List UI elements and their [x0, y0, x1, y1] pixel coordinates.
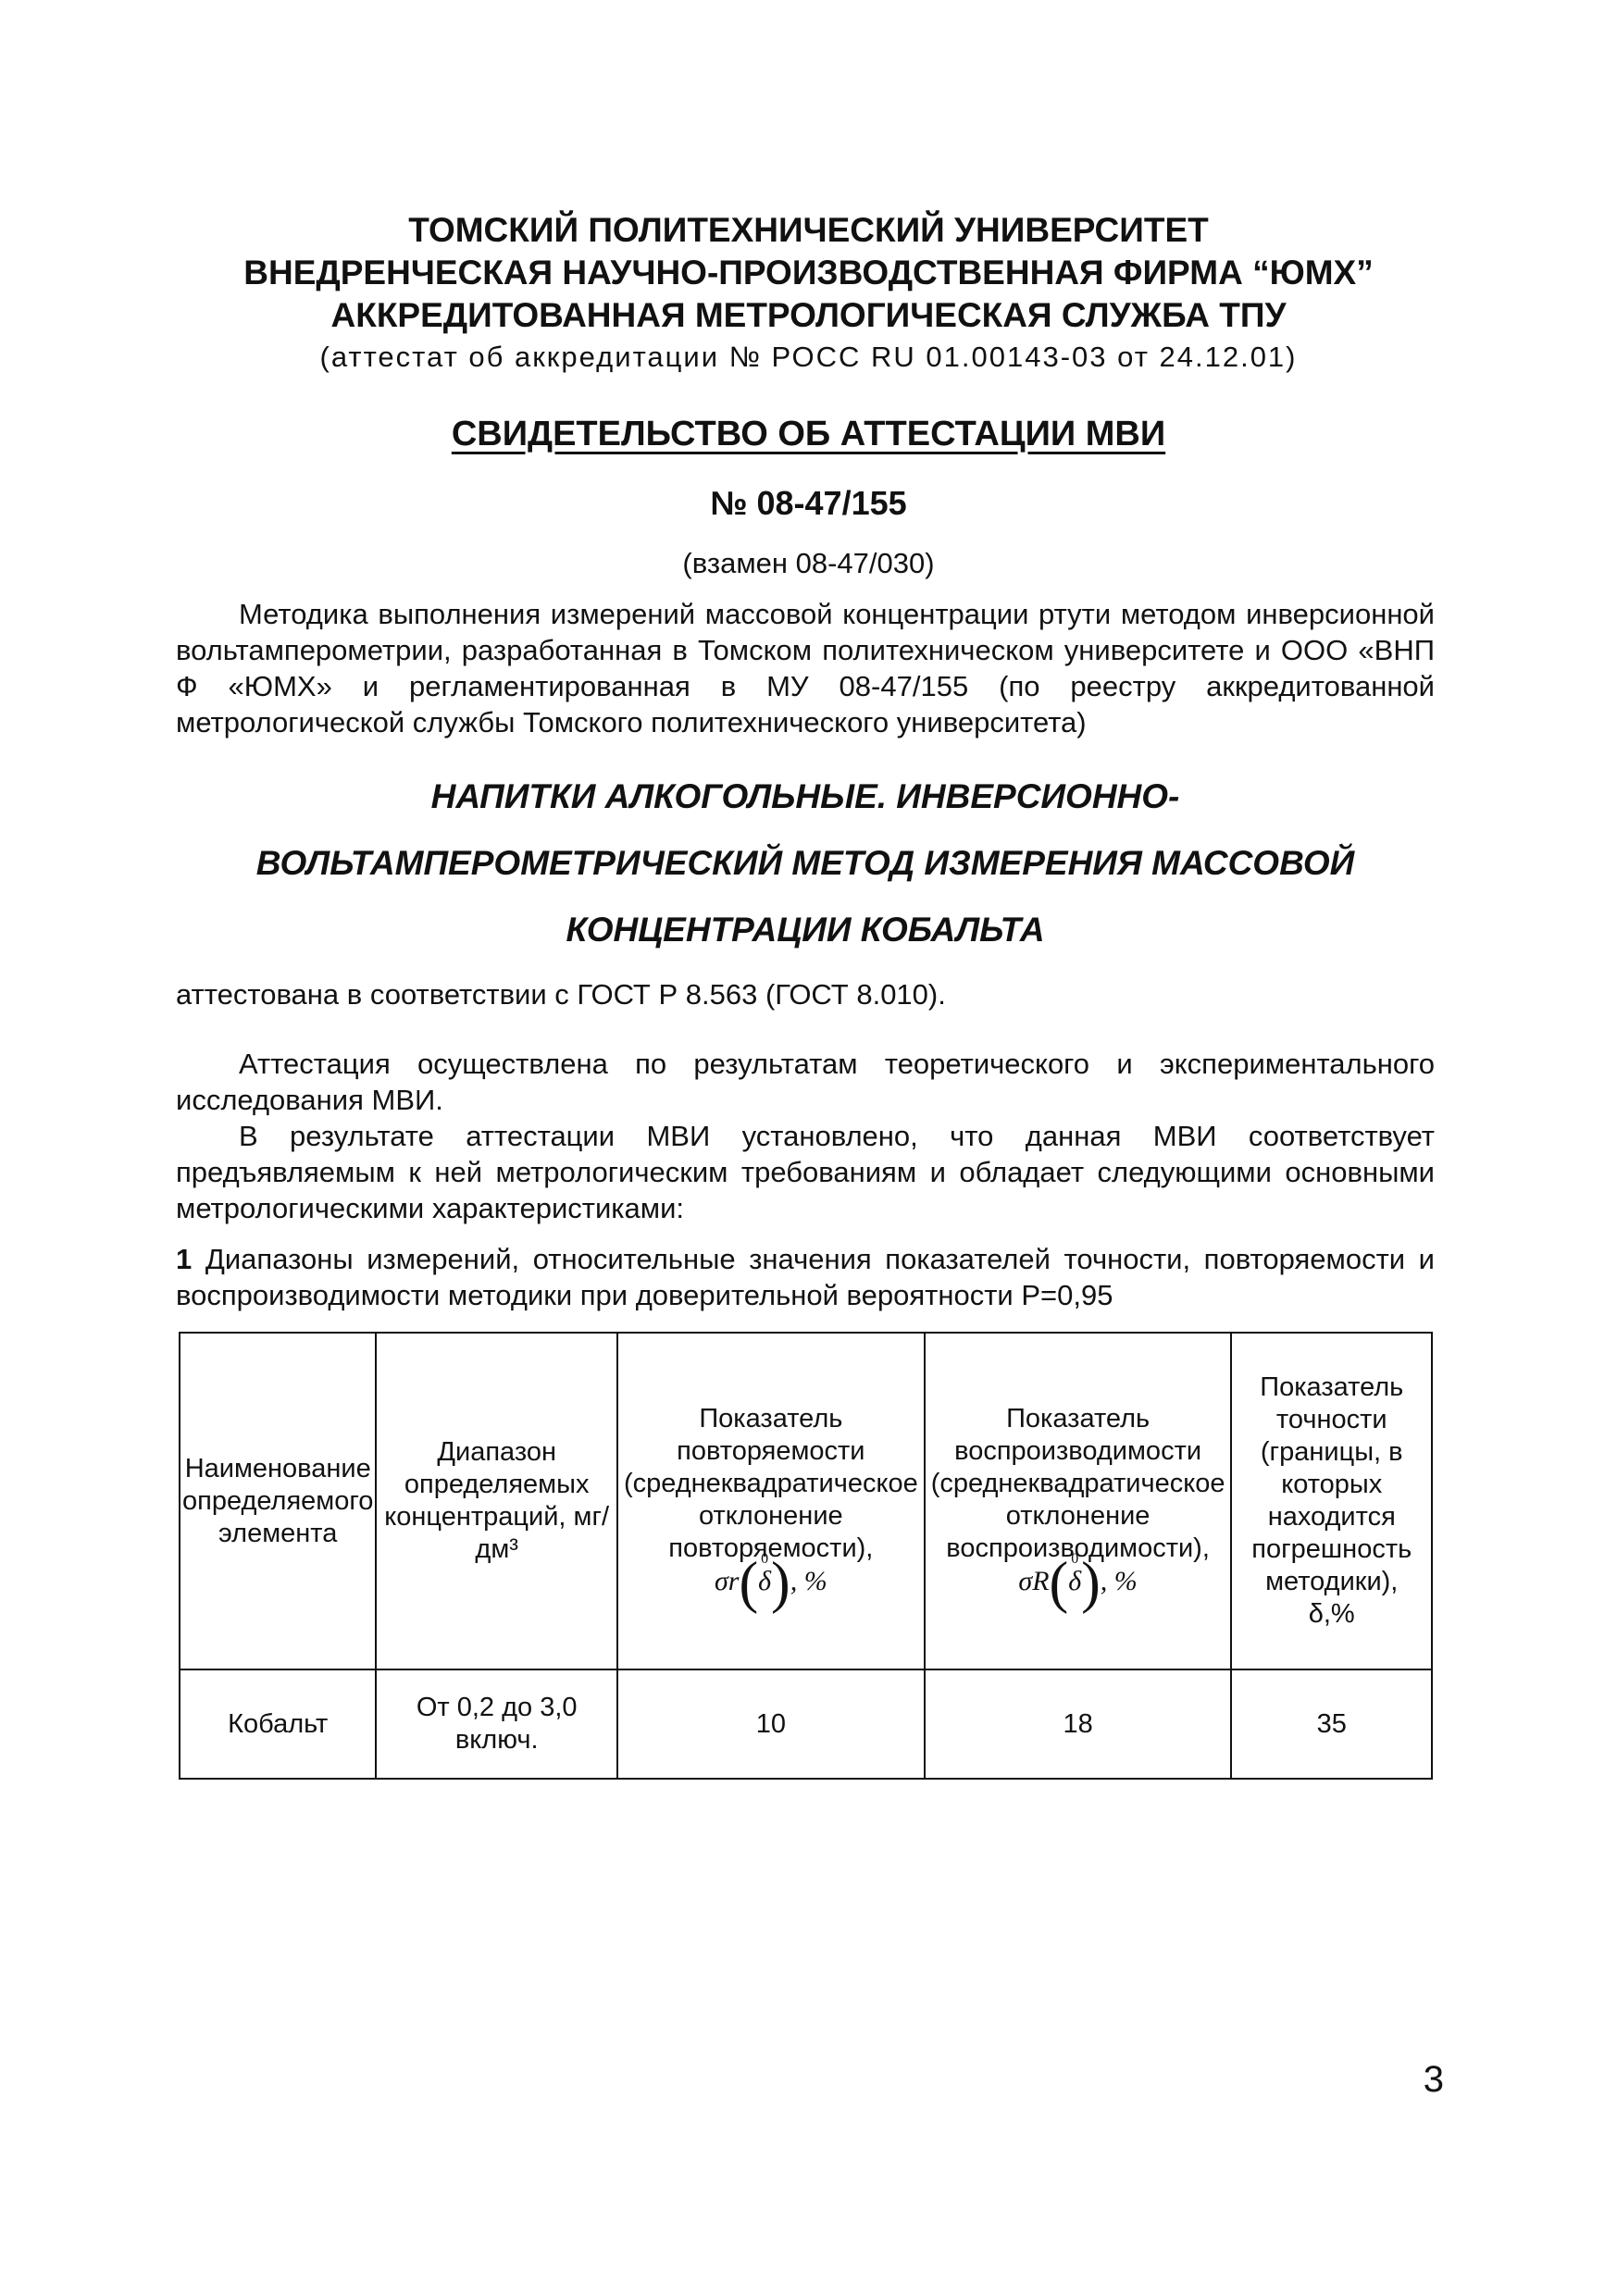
- header-repeatability: [617, 1333, 925, 1669]
- header-reproducibility-text: Показатель воспроизводимости (среднеквадратическое отклонение воспроизводимости),: [930, 1403, 1225, 1563]
- accuracy-symbol: δ,%: [1308, 1599, 1355, 1629]
- cell-range: От 0,2 до 3,0 включ.: [376, 1669, 617, 1779]
- cell-repeatability: 10: [617, 1669, 925, 1779]
- header-university: ТОМСКИЙ ПОЛИТЕХНИЧЕСКИЙ УНИВЕРСИТЕТ: [408, 211, 1209, 249]
- cell-accuracy: 35: [1231, 1669, 1432, 1779]
- cell-element: Кобальт: [180, 1669, 376, 1779]
- paragraph-attestation-basis: Аттестация осуществлена по результатам теоретического и экспериментального исследования МВИ.: [176, 1048, 1435, 1116]
- method-title-line-3: КОНЦЕНТРАЦИИ КОБАЛЬТА: [566, 911, 1045, 949]
- paragraph-attestation-result: В результате аттестации МВИ установлено, что данная МВИ соответствует предъявляемым к ней метрологическим требованиям и обладает следующими основными метрологическими характеристиками:: [176, 1120, 1435, 1224]
- table-header-row: [180, 1333, 1432, 1669]
- attested-statement: аттестована в соответствии с ГОСТ Р 8.563 (ГОСТ 8.010).: [176, 978, 946, 1011]
- table-row: [180, 1669, 1432, 1779]
- header-company: ВНЕДРЕНЧЕСКАЯ НАУЧНО-ПРОИЗВОДСТВЕННАЯ ФИРМА “ЮМХ”: [243, 254, 1374, 292]
- repeatability-formula: σr(0 δ), %: [624, 1565, 918, 1600]
- metrology-table: [179, 1332, 1433, 1780]
- certificate-replaces: (взамен 08-47/030): [682, 547, 935, 579]
- section-text: Диапазоны измерений, относительные значения показателей точности, повторяемости и воспроизводимости методики при доверительной вероятности Р=0,95: [176, 1243, 1435, 1311]
- method-title-line-1: НАПИТКИ АЛКОГОЛЬНЫЕ. ИНВЕРСИОННО-: [430, 777, 1180, 815]
- cell-reproducibility: 18: [925, 1669, 1232, 1779]
- header-range: Диапазон определяемых концентраций, мг/дм³: [376, 1333, 617, 1669]
- header-element: Наименование определяемого элемента: [180, 1333, 376, 1669]
- header-accreditation: (аттестат об аккредитации № РОСС RU 01.00143-03 от 24.12.01): [319, 341, 1298, 373]
- page-number: 3: [1423, 2059, 1444, 2100]
- header-accuracy: [1231, 1333, 1432, 1669]
- intro-paragraph: Методика выполнения измерений массовой концентрации ртути методом инверсионной вольтамперометрии, разработанная в Томском политехническом университете и ООО «ВНП Ф «ЮМХ» и регламентированная в МУ 08-47/155 (по реестру аккредитованной метрологической службы Томского политехнического университета): [176, 598, 1435, 738]
- header-repeatability-text: Показатель повторяемости (среднеквадратическое отклонение повторяемости),: [623, 1403, 918, 1563]
- certificate-title: СВИДЕТЕЛЬСТВО ОБ АТТЕСТАЦИИ МВИ: [451, 415, 1166, 453]
- method-title-line-2: ВОЛЬТАМПЕРОМЕТРИЧЕСКИЙ МЕТОД ИЗМЕРЕНИЯ МАССОВОЙ: [255, 844, 1355, 882]
- reproducibility-formula: σR(0 δ), %: [931, 1565, 1225, 1600]
- section-number: 1: [176, 1243, 193, 1275]
- header-accuracy-text: Показатель точности (границы, в которых находится погрешность методики),: [1251, 1372, 1412, 1596]
- header-reproducibility: [925, 1333, 1232, 1669]
- section-1: [176, 1241, 1435, 1313]
- certificate-number: № 08-47/155: [710, 484, 907, 522]
- header-metrology-service: АККРЕДИТОВАННАЯ МЕТРОЛОГИЧЕСКАЯ СЛУЖБА ТПУ: [330, 296, 1287, 334]
